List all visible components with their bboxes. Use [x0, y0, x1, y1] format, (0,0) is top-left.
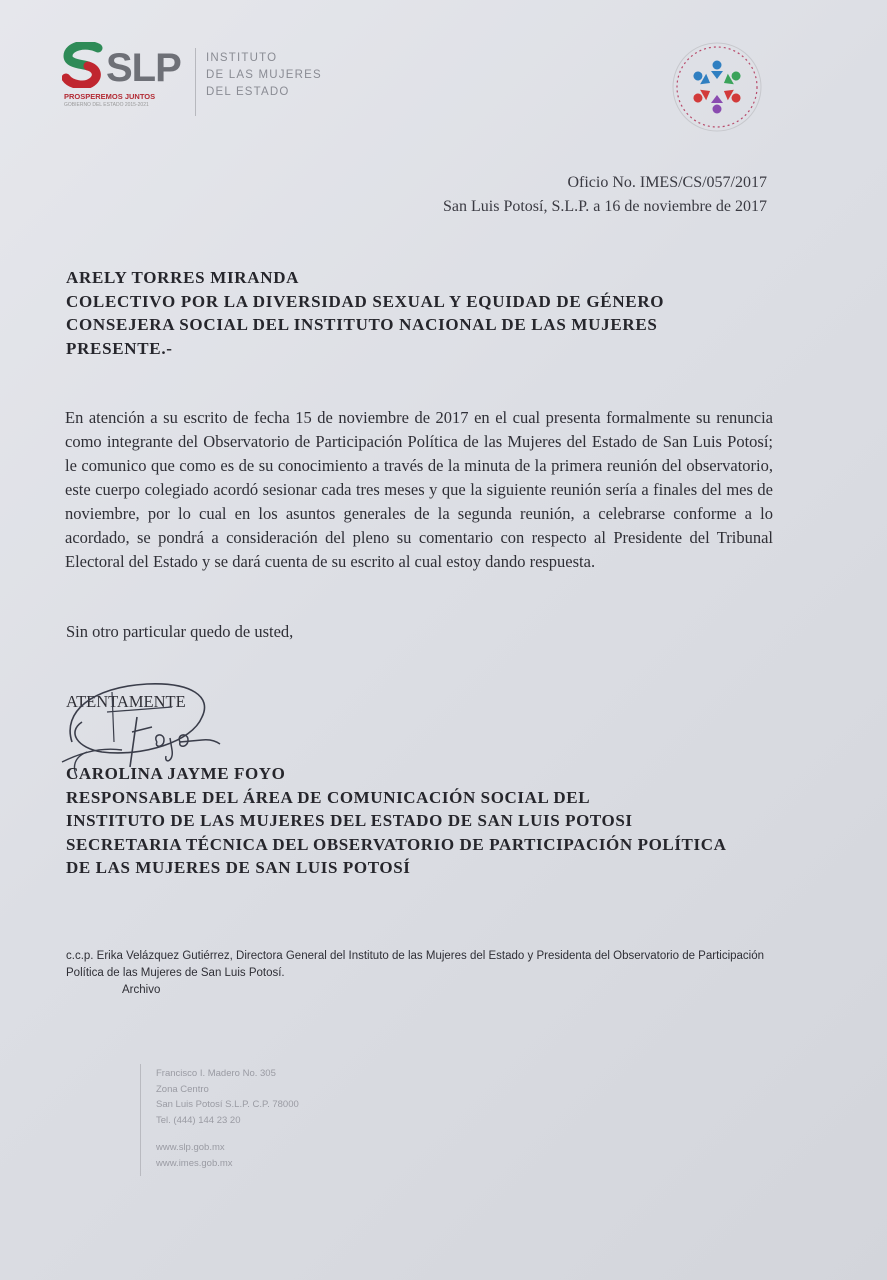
slp-logo-subtagline: GOBIERNO DEL ESTADO 2015-2021 [64, 102, 149, 108]
ccp-text: c.c.p. Erika Velázquez Gutiérrez, Directora General del Instituto de las Mujeres del Estado y Presidenta del Observatorio de Participación Política de las Mujeres de San Luis Potosí. [66, 950, 765, 979]
slp-logo-text: SLP [106, 46, 181, 90]
recipient-line: PRESENTE.- [66, 338, 173, 358]
recipient-line: ARELY TORRES MIRANDA [66, 268, 300, 287]
observatorio-logo-icon [668, 38, 766, 136]
signer-line: DE LAS MUJERES DE SAN LUIS POTOSÍ [66, 858, 411, 877]
letter-body: En atención a su escrito de fecha 15 de noviembre de 2017 en el cual presenta formalmente su renuncia como integrante del Observatorio de Participación Política de las Mujeres del Estado de San Luis Potosí; le comunico que como es de su conocimiento a través de la minuta de la primera reunión del observatorio, este cuerpo colegiado acordó sesionar cada tres meses y que la siguiente reunión sería a finales del mes de noviembre, por lo cual en los asuntos generales de la segunda reunión, a celebrarse conforme a lo acordado, se pondrá a consideración del pleno su comentario con respecto al Presidente del Tribunal Electoral del Estado y se dará cuenta de su escrito al cual estoy dando respuesta. [65, 408, 773, 571]
recipient-block [66, 266, 664, 360]
recipient-line: CONSEJERA SOCIAL DEL INSTITUTO NACIONAL DE LAS MUJERES [66, 315, 658, 334]
place-date: San Luis Potosí, S.L.P. a 16 de noviembre de 2017 [443, 198, 767, 215]
signer-line: RESPONSABLE DEL ÁREA DE COMUNICACIÓN SOCIAL DEL [66, 787, 591, 807]
footer-website: www.imes.gob.mx [156, 1157, 233, 1169]
footer-address-line: Zona Centro [156, 1083, 209, 1095]
footer-contact [156, 1066, 299, 1171]
signer-line: SECRETARIA TÉCNICA DEL OBSERVATORIO DE PARTICIPACIÓN POLÍTICA [66, 834, 727, 854]
slp-logo-tagline: PROSPEREMOS JUNTOS [64, 92, 156, 101]
signer-line: CAROLINA JAYME FOYO [66, 764, 286, 783]
slp-logo [62, 42, 192, 118]
footer-divider [140, 1064, 141, 1176]
recipient-line: COLECTIVO POR LA DIVERSIDAD SEXUAL Y EQUIDAD DE GÉNERO [66, 291, 665, 311]
atentamente-label: ATENTAMENTE [66, 692, 186, 711]
ccp-block [66, 948, 786, 999]
signer-line: INSTITUTO DE LAS MUJERES DEL ESTADO DE SAN LUIS POTOSI [66, 811, 633, 830]
institute-name [206, 50, 322, 101]
closing-line: Sin otro particular quedo de usted, [66, 622, 294, 641]
footer-address-line: San Luis Potosí S.L.P. C.P. 78000 [156, 1099, 299, 1110]
signer-block [66, 762, 726, 880]
institute-line: INSTITUTO [206, 52, 278, 64]
footer-address-line: Francisco I. Madero No. 305 [156, 1068, 276, 1079]
institute-line: DEL ESTADO [206, 86, 290, 98]
footer-phone: Tel. (444) 144 23 20 [156, 1114, 241, 1126]
institute-line: DE LAS MUJERES [206, 69, 322, 81]
slp-emblem-icon [62, 42, 106, 88]
footer-website: www.slp.gob.mx [156, 1142, 225, 1153]
header-divider [195, 48, 196, 116]
oficio-number: Oficio No. IMES/CS/057/2017 [567, 174, 767, 191]
ccp-archivo: Archivo [122, 984, 161, 996]
